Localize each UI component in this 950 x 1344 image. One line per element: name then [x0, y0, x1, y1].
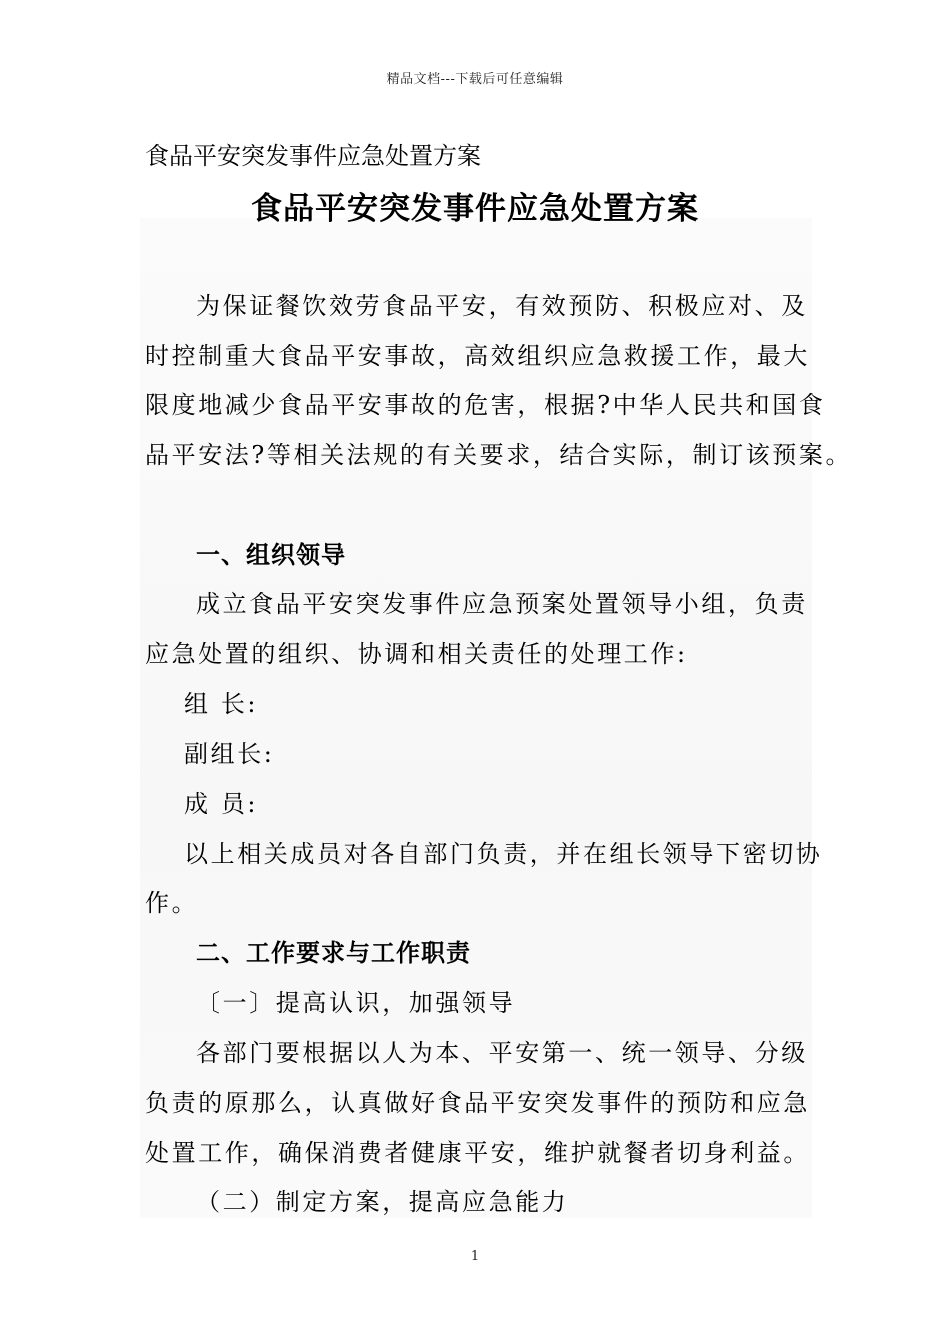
member-role-line: 成 员: — [184, 790, 259, 818]
subsection-heading: 〔一〕提高认识，加强领导 — [196, 989, 516, 1017]
paragraph-line: 负责的原那么，认真做好食品平安突发事件的预防和应急 — [145, 1089, 810, 1117]
member-role-line: 组 长: — [184, 690, 259, 718]
paragraph-line: 以上相关成员对各自部门负责，并在组长领导下密切协 — [184, 840, 823, 868]
paragraph-line: 应急处置的组织、协调和相关责任的处理工作: — [145, 640, 688, 668]
intro-line: 品平安法?等相关法规的有关要求，结合实际，制订该预案。 — [145, 441, 853, 469]
subsection-heading: （二）制定方案，提高应急能力 — [196, 1188, 569, 1216]
page-header: 精品文档---下载后可任意编辑 — [386, 72, 564, 87]
paragraph-line: 各部门要根据以人为本、平安第一、统一领导、分级 — [196, 1039, 808, 1067]
member-role-line: 副组长: — [184, 740, 275, 768]
document-title-small: 食品平安突发事件应急处置方案 — [145, 142, 481, 170]
section-heading-1: 一、组织领导 — [196, 541, 346, 569]
intro-line: 时控制重大食品平安事故，高效组织应急救援工作，最大 — [145, 342, 810, 370]
document-title-main: 食品平安突发事件应急处置方案 — [251, 191, 699, 227]
page-number: 1 — [470, 1249, 480, 1264]
paragraph-line: 处置工作，确保消费者健康平安，维护就餐者切身利益。 — [145, 1139, 810, 1167]
intro-line: 限度地减少食品平安事故的危害，根据?中华人民共和国食 — [145, 391, 826, 419]
paragraph-line: 作。 — [145, 889, 199, 917]
section-heading-2: 二、工作要求与工作职责 — [196, 939, 471, 967]
intro-line: 为保证餐饮效劳食品平安，有效预防、积极应对、及 — [196, 292, 808, 320]
paragraph-line: 成立食品平安突发事件应急预案处置领导小组，负责 — [196, 590, 808, 618]
